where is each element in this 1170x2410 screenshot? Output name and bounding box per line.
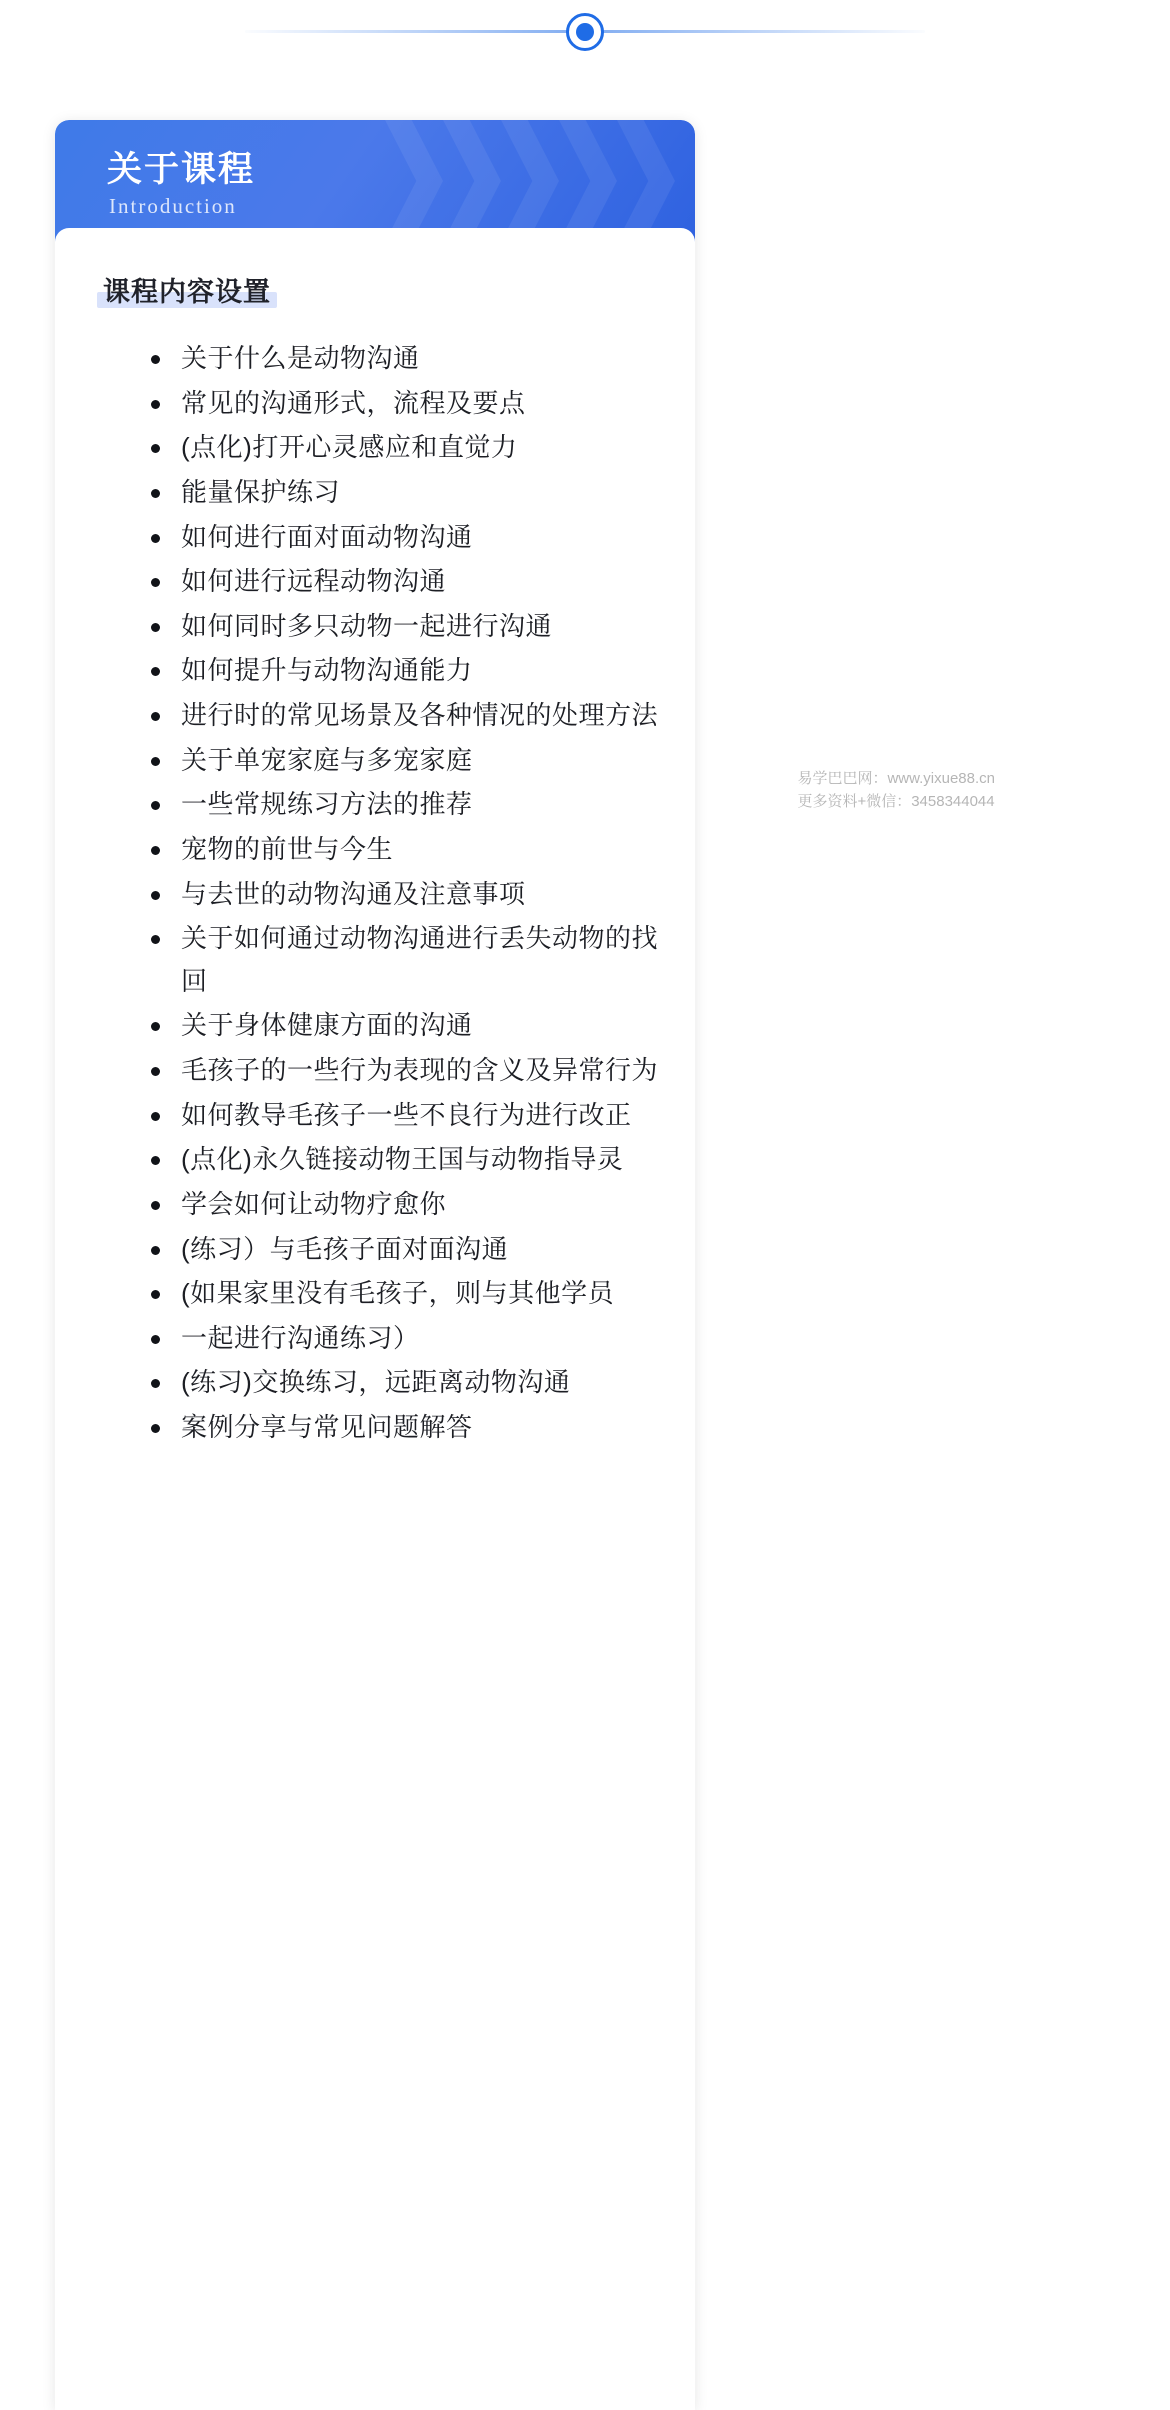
- divider-line-right: [595, 30, 925, 33]
- section-title-text: 课程内容设置: [103, 277, 271, 307]
- page-title: 关于课程: [107, 150, 256, 189]
- list-item: 如何进行远程动物沟通: [149, 560, 661, 603]
- list-item: 一些常规练习方法的推荐: [149, 783, 661, 826]
- list-item: (点化)打开心灵感应和直觉力: [149, 426, 661, 469]
- list-item: 能量保护练习: [149, 471, 661, 514]
- list-item: 常见的沟通形式，流程及要点: [149, 382, 661, 425]
- list-item: 如何提升与动物沟通能力: [149, 649, 661, 692]
- course-content-list: [89, 337, 661, 1449]
- list-item: 如何同时多只动物一起进行沟通: [149, 605, 661, 648]
- list-item: 如何教导毛孩子一些不良行为进行改正: [149, 1094, 661, 1137]
- list-item: (点化)永久链接动物王国与动物指导灵: [149, 1138, 661, 1181]
- watermark-line-1: 易学巴巴网：www.yixue88.cn: [797, 770, 995, 787]
- list-item: 与去世的动物沟通及注意事项: [149, 873, 661, 916]
- list-item: (练习)交换练习，远距离动物沟通: [149, 1361, 661, 1404]
- list-item: 关于什么是动物沟通: [149, 337, 661, 380]
- chevron-decor-icon: [385, 120, 443, 242]
- list-item: 关于身体健康方面的沟通: [149, 1004, 661, 1047]
- card-header: [55, 120, 695, 242]
- section-heading: [103, 270, 271, 309]
- card-body: [55, 228, 695, 1491]
- list-item: 进行时的常见场景及各种情况的处理方法: [149, 694, 661, 737]
- list-item: 关于单宠家庭与多宠家庭: [149, 739, 661, 782]
- list-item: 如何进行面对面动物沟通: [149, 516, 661, 559]
- list-item: 学会如何让动物疗愈你: [149, 1183, 661, 1226]
- list-item: 一起进行沟通练习）: [149, 1317, 661, 1360]
- watermark-line-2: 更多资料+微信：3458344044: [797, 792, 995, 810]
- watermark: [797, 768, 995, 813]
- chevron-decor-icon: [559, 120, 617, 242]
- chevron-decor-icon: [501, 120, 559, 242]
- chevron-decor-icon: [617, 120, 675, 242]
- list-item: 关于如何通过动物沟通进行丢失动物的找回: [149, 917, 661, 1002]
- course-intro-card: [55, 120, 695, 2410]
- page-subtitle: Introduction: [109, 194, 237, 218]
- list-item: 宠物的前世与今生: [149, 828, 661, 871]
- divider-line-left: [245, 30, 575, 33]
- circle-dot-icon: [576, 23, 594, 41]
- list-item: (如果家里没有毛孩子，则与其他学员: [149, 1272, 661, 1315]
- top-divider-ornament: [0, 0, 1170, 62]
- list-item: (练习）与毛孩子面对面沟通: [149, 1228, 661, 1271]
- chevron-decor-icon: [443, 120, 501, 242]
- list-item: 毛孩子的一些行为表现的含义及异常行为: [149, 1049, 661, 1092]
- list-item: 案例分享与常见问题解答: [149, 1406, 661, 1449]
